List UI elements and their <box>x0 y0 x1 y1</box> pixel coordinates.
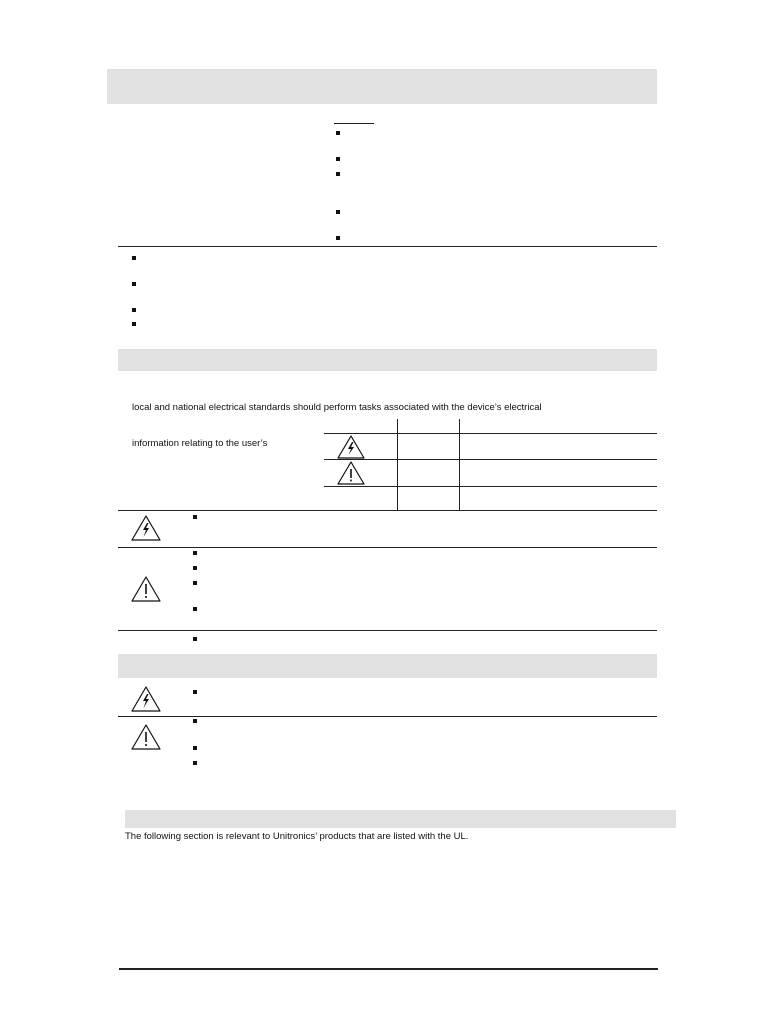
list-bullet <box>132 282 136 286</box>
caution-warning-icon <box>131 724 161 750</box>
list-bullet <box>193 719 197 723</box>
table-row-line <box>324 433 657 434</box>
electric-shock-warning-icon <box>131 686 161 712</box>
list-bullet <box>193 690 197 694</box>
safety-text-line-1: local and national electrical standards should perform tasks associated with the device’s electrical <box>132 402 542 413</box>
list-bullet <box>193 581 197 585</box>
table-row-line <box>324 486 657 487</box>
section-divider <box>118 716 657 717</box>
section-divider <box>118 630 657 631</box>
ul-section-band <box>125 810 676 828</box>
list-bullet <box>193 566 197 570</box>
top-header-band <box>107 69 657 104</box>
list-bullet <box>132 322 136 326</box>
section-divider <box>118 547 657 548</box>
safety-section-band <box>118 349 657 371</box>
list-bullet <box>132 256 136 260</box>
list-bullet <box>193 746 197 750</box>
electric-shock-warning-icon <box>337 435 365 459</box>
list-bullet <box>193 607 197 611</box>
safety-text-line-2: information relating to the user’s <box>132 438 268 449</box>
list-bullet <box>336 157 340 161</box>
list-bullet <box>336 172 340 176</box>
electric-shock-warning-icon <box>131 515 161 541</box>
footer-rule <box>119 968 658 970</box>
caution-warning-icon <box>337 461 365 485</box>
section-divider <box>118 510 657 511</box>
ul-section-intro: The following section is relevant to Unitronics’ products that are listed with the UL. <box>125 831 469 842</box>
list-bullet <box>336 210 340 214</box>
list-bullet <box>193 761 197 765</box>
list-heading-underline <box>334 123 374 124</box>
list-bullet <box>193 515 197 519</box>
list-bullet <box>336 131 340 135</box>
environment-section-band <box>118 654 657 678</box>
list-bullet <box>132 308 136 312</box>
caution-warning-icon <box>131 576 161 602</box>
table-row-line <box>324 459 657 460</box>
list-bullet <box>336 236 340 240</box>
section-divider <box>118 246 657 247</box>
list-bullet <box>193 551 197 555</box>
list-bullet <box>193 637 197 641</box>
